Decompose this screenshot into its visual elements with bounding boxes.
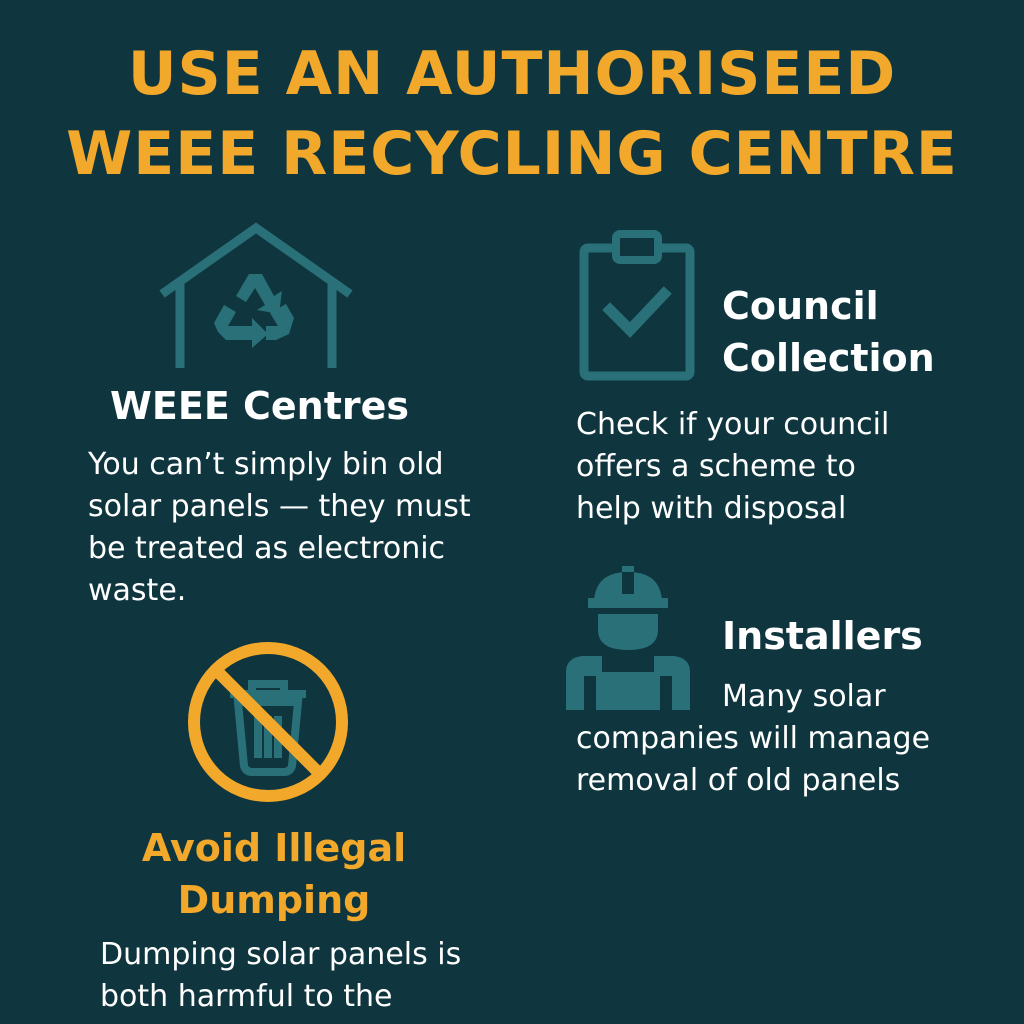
weee-body: You can’t simply bin old solar panels — they must be treated as electronic waste. [88,447,471,608]
page-title [0,34,1024,194]
dumping-heading: Avoid Illegal Dumping [141,826,407,922]
dumping-body: Dumping solar panels is both harmful to the [100,937,462,1014]
council-body: Check if your council offers a scheme to help with disposal [576,407,890,526]
council-heading: Council Collection [722,284,935,380]
title-line-1: USE AN AUTHORISEED [127,39,897,109]
no-trash-icon [186,640,350,804]
clipboard-check-icon [578,230,696,382]
house-recycle-icon [156,222,356,372]
weee-heading: WEEE Centres [110,384,410,428]
installers-heading: Installers [722,614,923,658]
title-line-2: WEEE RECYCLING CENTRE [66,119,958,189]
installers-body: Many solar companies will manage removal of old panels [576,679,931,798]
